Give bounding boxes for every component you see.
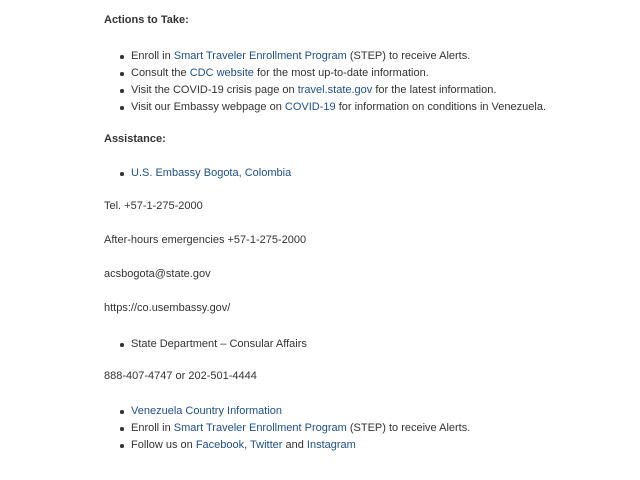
venezuela-country-info-link[interactable]: Venezuela Country Information (131, 405, 283, 417)
list-item (104, 82, 546, 99)
item-text: and (282, 439, 307, 451)
assistance-heading: Assistance: (104, 133, 166, 145)
website-text: https://co.usembassy.gov/ (104, 302, 231, 314)
list-item (104, 48, 546, 65)
item-text: for the most up-to-date information. (253, 67, 429, 79)
travel-state-gov-link[interactable]: travel.state.gov (297, 84, 373, 96)
item-text: (STEP) to receive Alerts. (346, 50, 471, 62)
email-text: acsbogota@state.gov (104, 268, 211, 280)
step-link[interactable]: Smart Traveler Enrollment Program (173, 50, 347, 62)
after-hours-text: After-hours emergencies +57-1-275-2000 (104, 234, 307, 246)
cdc-website-link[interactable]: CDC website (189, 67, 254, 79)
embassy-list (104, 165, 291, 182)
item-text: Consult the (131, 67, 190, 79)
step-link[interactable]: Smart Traveler Enrollment Program (173, 422, 347, 434)
facebook-link[interactable]: Facebook (195, 439, 245, 451)
resources-list (104, 403, 470, 454)
item-text: Enroll in (131, 50, 174, 62)
list-item (104, 65, 546, 82)
embassy-bogota-link[interactable]: U.S. Embassy Bogota, Colombia (131, 167, 292, 179)
covid-19-link[interactable]: COVID-19 (284, 101, 336, 113)
twitter-link[interactable]: Twitter (250, 439, 283, 451)
actions-list (104, 48, 546, 116)
item-text: for the latest information. (372, 84, 497, 96)
item-text: for information on conditions in Venezuela. (335, 101, 546, 113)
list-item (104, 420, 470, 437)
list-item (104, 403, 470, 420)
telephone-text: Tel. +57-1-275-2000 (104, 200, 203, 212)
state-department-text: State Department – Consular Affairs (131, 338, 307, 350)
phone-numbers-text: 888-407-4747 or 202-501-4444 (104, 370, 257, 382)
actions-heading: Actions to Take: (104, 14, 189, 26)
instagram-link[interactable]: Instagram (306, 439, 356, 451)
item-text: Visit our Embassy webpage on (131, 101, 285, 113)
state-dept-list (104, 336, 307, 353)
list-item (104, 99, 546, 116)
list-item (104, 336, 307, 353)
item-text: (STEP) to receive Alerts. (346, 422, 471, 434)
list-item (104, 165, 291, 182)
item-text: , (244, 439, 251, 451)
item-text: Enroll in (131, 422, 174, 434)
item-text: Follow us on (131, 439, 196, 451)
list-item (104, 437, 470, 454)
item-text: Visit the COVID-19 crisis page on (131, 84, 298, 96)
